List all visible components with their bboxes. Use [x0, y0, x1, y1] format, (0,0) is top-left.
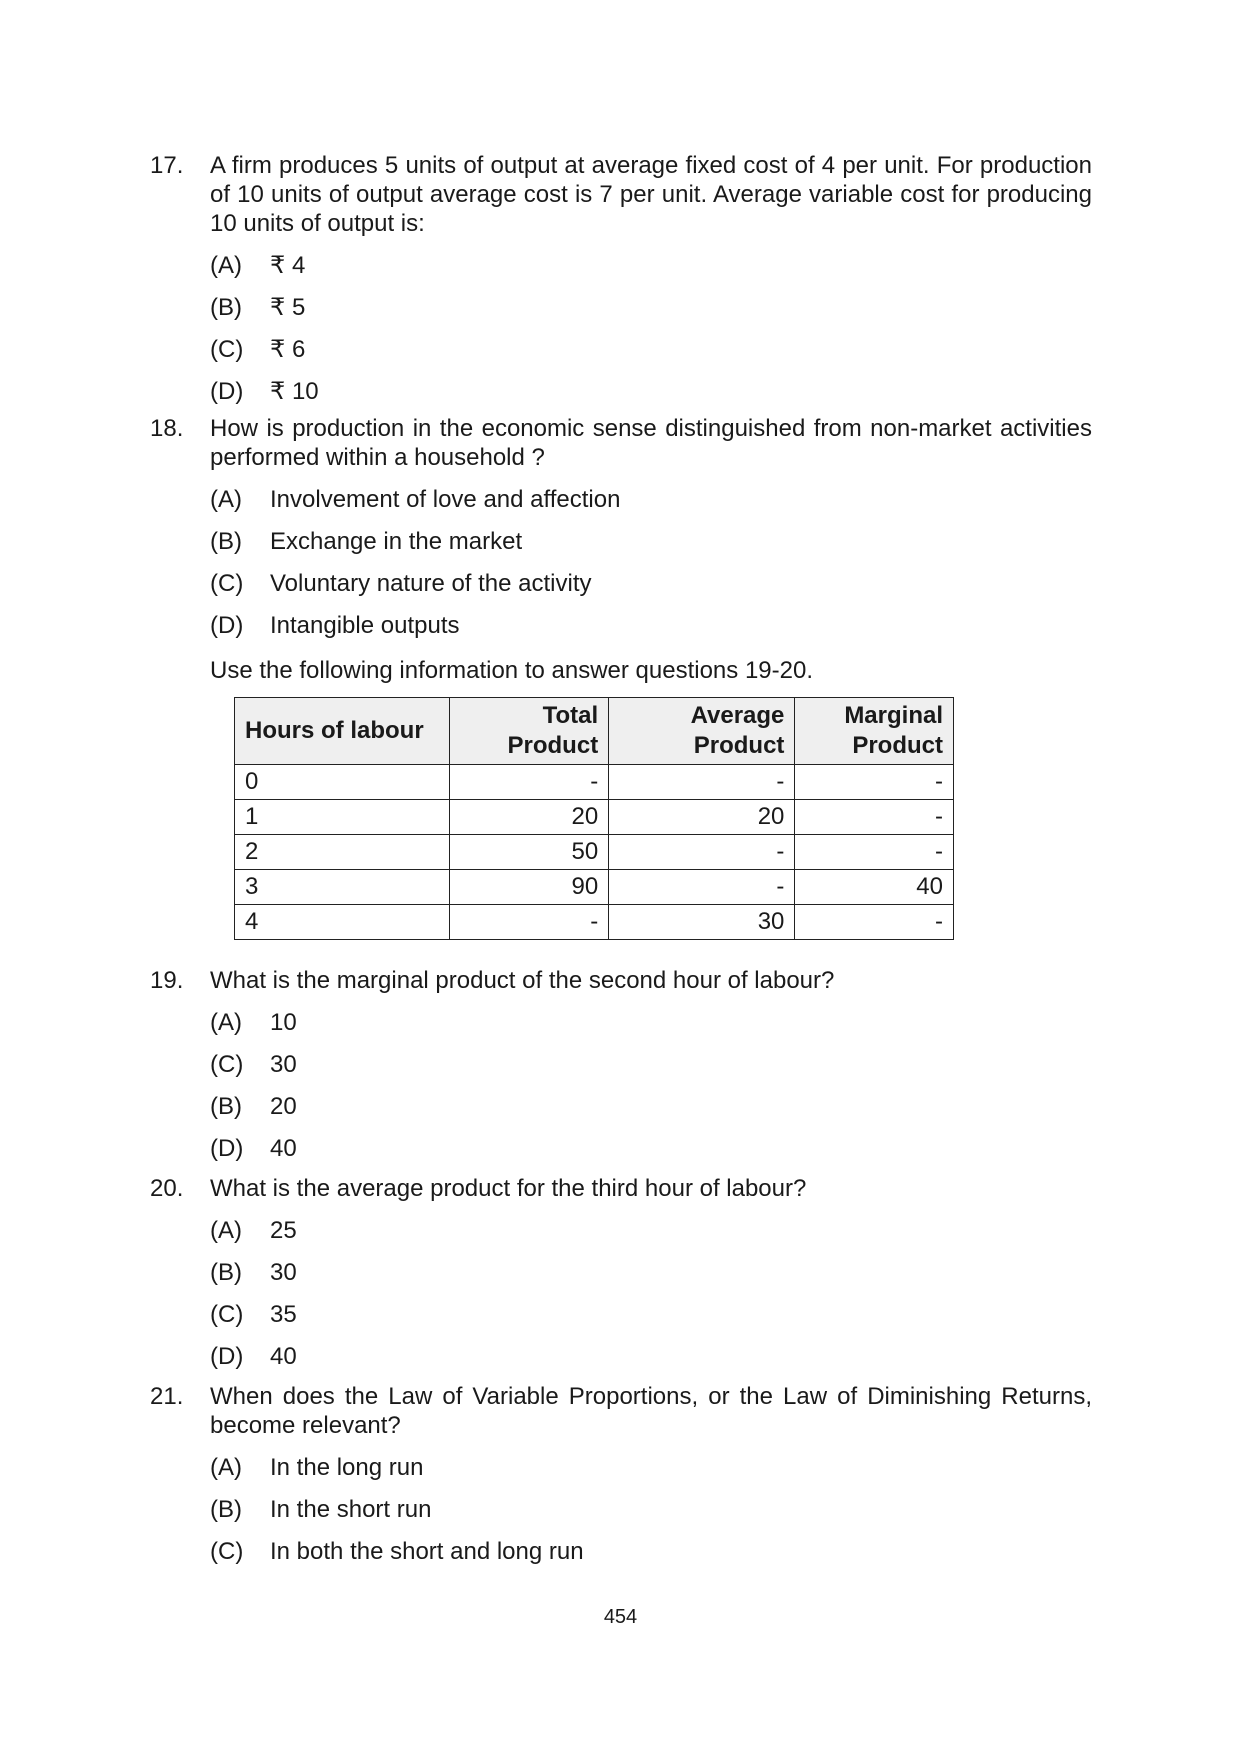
table-cell: - [795, 800, 954, 835]
option-a [210, 485, 1092, 514]
table-row [235, 800, 954, 835]
table-cell: - [449, 905, 608, 940]
option-b [210, 527, 1092, 556]
option-d [210, 1342, 1092, 1371]
option-text: Voluntary nature of the activity [270, 570, 592, 597]
question-text: How is production in the economic sense distinguished from non-market activities performed within a household ? [210, 415, 1092, 471]
option-a [210, 1453, 1092, 1482]
table-row [235, 870, 954, 905]
option-d [210, 1134, 1092, 1163]
question-number: 21. [150, 1383, 184, 1410]
option-label: (C) [210, 570, 244, 597]
option-list [210, 485, 1092, 640]
question-17 [150, 151, 1092, 406]
option-list [210, 251, 1092, 406]
option-label: (A) [210, 252, 242, 279]
option-label: (C) [210, 1538, 244, 1565]
table-cell: - [609, 870, 795, 905]
option-text: 10 [270, 1009, 297, 1036]
option-label: (A) [210, 486, 242, 513]
table-cell: 3 [235, 870, 450, 905]
option-text: 30 [270, 1051, 297, 1078]
option-c [210, 1537, 1092, 1566]
option-label: (C) [210, 1051, 244, 1078]
question-text: A firm produces 5 units of output at average fixed cost of 4 per unit. For production of 10 units of output average cost is 7 per unit. Average variable cost for producing 10 units of output is: [210, 152, 1092, 237]
option-label: (B) [210, 528, 242, 555]
option-b [210, 1258, 1092, 1287]
question-text: What is the marginal product of the second hour of labour? [210, 967, 835, 994]
option-b [210, 1092, 1092, 1121]
option-text: Exchange in the market [270, 528, 523, 555]
table-intro-text: Use the following information to answer questions 19-20. [210, 657, 813, 684]
option-text: Involvement of love and affection [270, 486, 621, 513]
option-label: (C) [210, 336, 244, 363]
option-label: (B) [210, 1093, 242, 1120]
header-average-product: Average Product [609, 698, 795, 765]
option-label: (A) [210, 1009, 242, 1036]
table-header-row [235, 698, 954, 765]
option-label: (B) [210, 294, 242, 321]
table-cell: 2 [235, 835, 450, 870]
option-list [210, 1008, 1092, 1163]
question-text: When does the Law of Variable Proportions, or the Law of Diminishing Returns, become relevant? [210, 1383, 1092, 1439]
option-text: ₹ 4 [270, 252, 306, 279]
option-text: In the short run [270, 1496, 432, 1523]
option-b [210, 293, 1092, 322]
option-text: 40 [270, 1343, 297, 1370]
table-row [235, 905, 954, 940]
table-cell: 50 [449, 835, 608, 870]
option-label: (B) [210, 1259, 242, 1286]
option-c [210, 569, 1092, 598]
option-list [210, 1216, 1092, 1371]
question-number: 19. [150, 967, 184, 994]
option-label: (D) [210, 612, 244, 639]
table-cell: - [795, 835, 954, 870]
production-table [234, 697, 954, 940]
page-number: 454 [603, 1606, 638, 1628]
table-row [235, 835, 954, 870]
option-label: (D) [210, 1343, 244, 1370]
option-text: In the long run [270, 1454, 424, 1481]
table-cell: 90 [449, 870, 608, 905]
option-label: (C) [210, 1301, 244, 1328]
option-text: 35 [270, 1301, 297, 1328]
question-number: 17. [150, 152, 184, 179]
option-text: 20 [270, 1093, 297, 1120]
option-text: ₹ 5 [270, 294, 306, 321]
table-cell: - [609, 765, 795, 800]
option-text: In both the short and long run [270, 1538, 584, 1565]
table-cell: 20 [609, 800, 795, 835]
table-cell: 0 [235, 765, 450, 800]
question-21 [150, 1382, 1092, 1566]
table-cell: 30 [609, 905, 795, 940]
table-cell: 4 [235, 905, 450, 940]
table-cell: - [609, 835, 795, 870]
option-c [210, 1050, 1092, 1079]
table-cell: - [795, 905, 954, 940]
option-label: (A) [210, 1217, 242, 1244]
option-label: (B) [210, 1496, 242, 1523]
question-number: 18. [150, 415, 184, 442]
table-cell: - [795, 765, 954, 800]
option-d [210, 377, 1092, 406]
option-b [210, 1495, 1092, 1524]
option-d [210, 611, 1092, 640]
question-18 [150, 414, 1092, 640]
table-cell: - [449, 765, 608, 800]
table-cell: 1 [235, 800, 450, 835]
option-text: 40 [270, 1135, 297, 1162]
question-20 [150, 1174, 1092, 1371]
option-text: ₹ 6 [270, 336, 306, 363]
table-cell: 40 [795, 870, 954, 905]
header-hours-of-labour: Hours of labour [235, 698, 450, 765]
option-c [210, 335, 1092, 364]
option-label: (D) [210, 1135, 244, 1162]
option-a [210, 1008, 1092, 1037]
table-cell: 20 [449, 800, 608, 835]
option-a [210, 1216, 1092, 1245]
option-label: (D) [210, 378, 244, 405]
option-text: 30 [270, 1259, 297, 1286]
question-number: 20. [150, 1175, 184, 1202]
option-label: (A) [210, 1454, 242, 1481]
table-row [235, 765, 954, 800]
option-a [210, 251, 1092, 280]
option-text: 25 [270, 1217, 297, 1244]
question-19 [150, 966, 1092, 1163]
header-marginal-product: Marginal Product [795, 698, 954, 765]
header-total-product: Total Product [449, 698, 608, 765]
question-text: What is the average product for the third hour of labour? [210, 1175, 807, 1202]
option-c [210, 1300, 1092, 1329]
option-list [210, 1453, 1092, 1566]
option-text: Intangible outputs [270, 612, 460, 639]
option-text: ₹ 10 [270, 378, 319, 405]
